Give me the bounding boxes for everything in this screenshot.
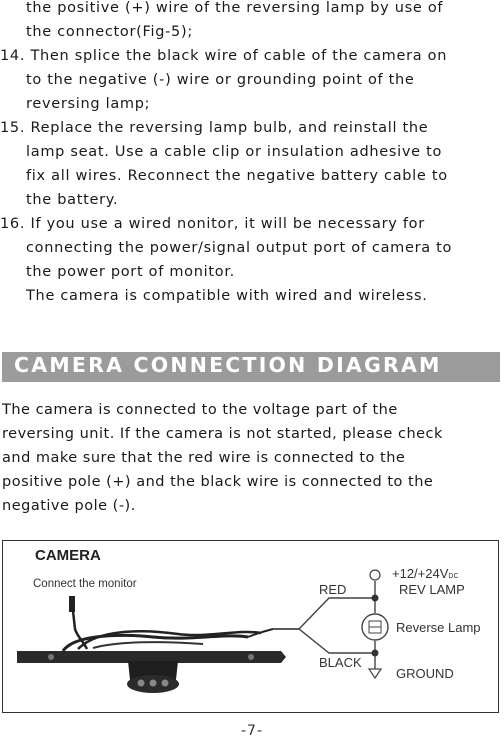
step-number: 14. (0, 48, 26, 64)
intro-line: positive pole (+) and the black wire is connected to the (2, 474, 434, 490)
step-line: to the negative (-) wire or grounding point of the (26, 72, 415, 88)
step-16 (0, 212, 504, 236)
ground-label: GROUND (396, 666, 454, 681)
section-banner (2, 352, 500, 382)
step-line: the connector(Fig-5); (26, 24, 193, 40)
camera-illustration (17, 596, 286, 693)
monitor-label: Connect the monitor (33, 578, 137, 590)
page-number: -7- (240, 723, 263, 739)
voltage-label (392, 566, 459, 581)
reverse-lamp-label: Reverse Lamp (396, 620, 481, 635)
step-number: 16. (0, 216, 26, 232)
intro-line: reversing unit. If the camera is not started, please check (2, 426, 443, 442)
step-line: Replace the reversing lamp bulb, and reinstall the (30, 120, 429, 136)
voltage-subscript: DC (448, 573, 459, 580)
camera-label: CAMERA (35, 547, 101, 564)
step-line: the positive (+) wire of the reversing lamp by use of (26, 0, 444, 16)
intro-line: The camera is connected to the voltage part of the (2, 402, 398, 418)
step-line: connecting the power/signal output port of camera to (26, 240, 453, 256)
intro-line: and make sure that the red wire is connected to the (2, 450, 406, 466)
step-15 (0, 116, 504, 140)
intro-line: negative pole (-). (2, 498, 136, 514)
connection-intro (2, 398, 504, 518)
step-line: The camera is compatible with wired and wireless. (26, 288, 428, 304)
step-line: lamp seat. Use a cable clip or insulation adhesive to (26, 144, 443, 160)
step-line: Then splice the black wire of cable of the camera on (30, 48, 448, 64)
step-14 (0, 44, 504, 68)
voltage-value: +12/+24V (392, 566, 449, 581)
red-wire-label: RED (319, 582, 347, 597)
section-title: CAMERA CONNECTION DIAGRAM (14, 353, 442, 377)
step-line: If you use a wired nonitor, it will be necessary for (30, 216, 425, 232)
connection-diagram (2, 540, 499, 713)
step-number: 15. (0, 120, 26, 136)
step-line: reversing lamp; (26, 96, 151, 112)
step-line: fix all wires. Reconnect the negative battery cable to (26, 168, 448, 184)
rev-lamp-label: REV LAMP (399, 582, 465, 597)
installation-steps (0, 0, 504, 308)
step-line: the battery. (26, 192, 119, 208)
step-line: the power port of monitor. (26, 264, 235, 280)
black-wire-label: BLACK (319, 655, 362, 670)
